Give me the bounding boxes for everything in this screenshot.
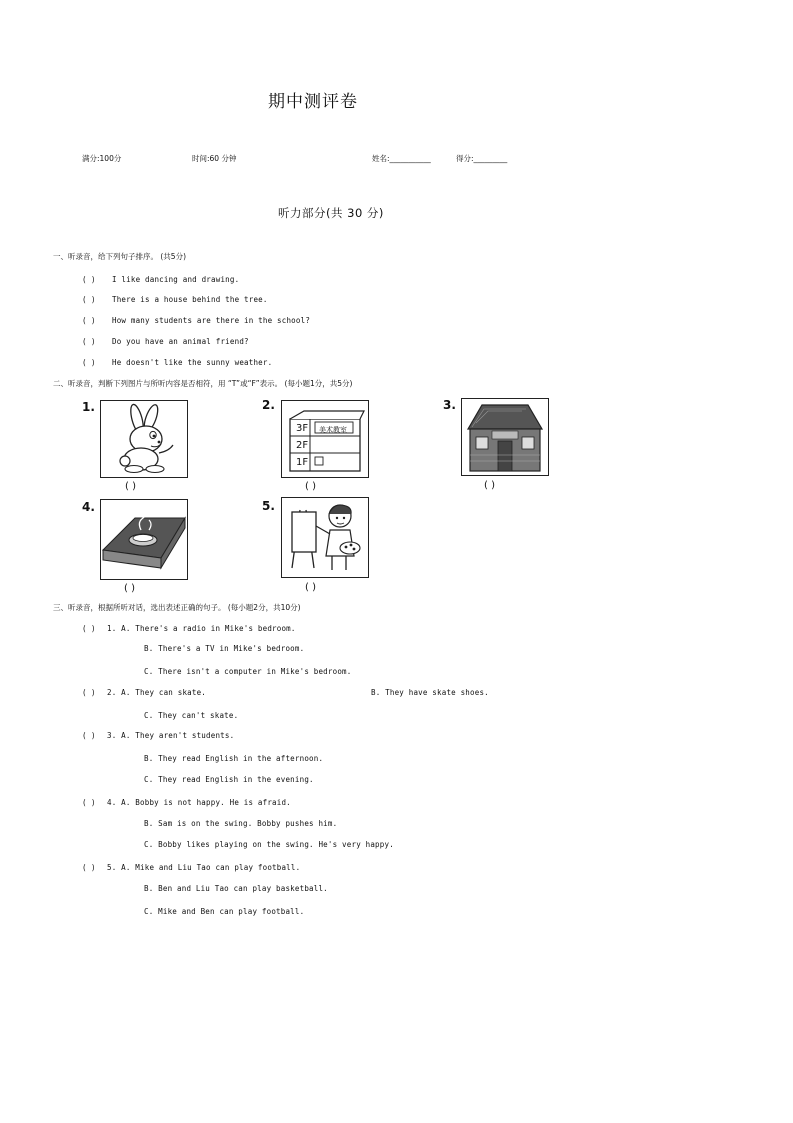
option-b: B. They have skate shoes. <box>371 688 489 697</box>
section2-heading: 二、听录音，判断下列图片与所听内容是否相符，用 “T”或“F”表示。 (每小题1分，共5分) <box>53 379 353 388</box>
option-a: 2. A. They can skate. <box>107 688 207 697</box>
option-b: B. Ben and Liu Tao can play basketball. <box>144 884 328 893</box>
floor-label: 1F <box>296 457 309 468</box>
answer-blank[interactable]: ( ) <box>82 275 96 284</box>
option-a: 3. A. They aren't students. <box>107 731 235 740</box>
floor-label: 3F <box>296 423 309 434</box>
building-picture <box>281 400 369 478</box>
answer-blank[interactable]: ( ) <box>82 688 96 697</box>
total-score-label: 满分:100分 <box>82 154 122 163</box>
option-a: 1. A. There's a radio in Mike's bedroom. <box>107 624 296 633</box>
answer-blank-3[interactable]: ( ) <box>484 480 495 491</box>
picture-number-2: 2. <box>262 398 275 412</box>
time-label: 时间:60 分钟 <box>192 154 237 163</box>
house-icon <box>462 399 548 475</box>
list-item: There is a house behind the tree. <box>112 295 268 304</box>
picture-number-4: 4. <box>82 500 95 514</box>
option-b: B. There's a TV in Mike's bedroom. <box>144 644 305 653</box>
list-item: I like dancing and drawing. <box>112 275 240 284</box>
answer-blank[interactable]: ( ) <box>82 863 96 872</box>
option-a: 4. A. Bobby is not happy. He is afraid. <box>107 798 291 807</box>
answer-blank[interactable]: ( ) <box>82 337 96 346</box>
answer-blank[interactable]: ( ) <box>82 731 96 740</box>
option-c: C. Mike and Ben can play football. <box>144 907 305 916</box>
boy-painting-icon <box>282 498 368 577</box>
option-c: C. Bobby likes playing on the swing. He's very happy. <box>144 840 394 849</box>
picture-number-1: 1. <box>82 400 95 414</box>
option-b: B. Sam is on the swing. Bobby pushes him. <box>144 819 338 828</box>
rabbit-icon <box>101 401 187 477</box>
option-c: C. They can't skate. <box>144 711 239 720</box>
option-a: 5. A. Mike and Liu Tao can play football. <box>107 863 301 872</box>
pot-icon <box>101 500 187 579</box>
listening-section-title: 听力部分(共 30 分) <box>278 206 384 220</box>
page-title: 期中测评卷 <box>268 92 358 112</box>
picture-number-5: 5. <box>262 499 275 513</box>
section3-heading: 三、听录音，根据所听对话，选出表述正确的句子。 (每小题2分，共10分) <box>53 603 301 612</box>
cooking-picture <box>100 499 188 580</box>
option-c: C. There isn't a computer in Mike's bedroom. <box>144 667 352 676</box>
answer-blank[interactable]: ( ) <box>82 295 96 304</box>
classroom-sign: 美术教室 <box>319 426 347 434</box>
name-field[interactable]: 姓名:___________ <box>372 154 431 163</box>
list-item: He doesn't like the sunny weather. <box>112 358 273 367</box>
painting-picture <box>281 497 369 578</box>
answer-blank[interactable]: ( ) <box>82 798 96 807</box>
option-c: C. They read English in the evening. <box>144 775 314 784</box>
answer-blank-2[interactable]: ( ) <box>305 481 316 492</box>
building-icon <box>282 401 368 477</box>
list-item: How many students are there in the school? <box>112 316 311 325</box>
rabbit-picture <box>100 400 188 478</box>
answer-blank-1[interactable]: ( ) <box>125 481 136 492</box>
section1-heading: 一、听录音，给下列句子排序。 (共5分) <box>53 252 187 261</box>
list-item: Do you have an animal friend? <box>112 337 249 346</box>
answer-blank-5[interactable]: ( ) <box>305 582 316 593</box>
answer-blank-4[interactable]: ( ) <box>124 583 135 594</box>
answer-blank[interactable]: ( ) <box>82 358 96 367</box>
answer-blank[interactable]: ( ) <box>82 624 96 633</box>
score-field[interactable]: 得分:_________ <box>456 154 508 163</box>
house-picture <box>461 398 549 476</box>
floor-label: 2F <box>296 440 309 451</box>
option-b: B. They read English in the afternoon. <box>144 754 324 763</box>
picture-number-3: 3. <box>443 398 456 412</box>
answer-blank[interactable]: ( ) <box>82 316 96 325</box>
